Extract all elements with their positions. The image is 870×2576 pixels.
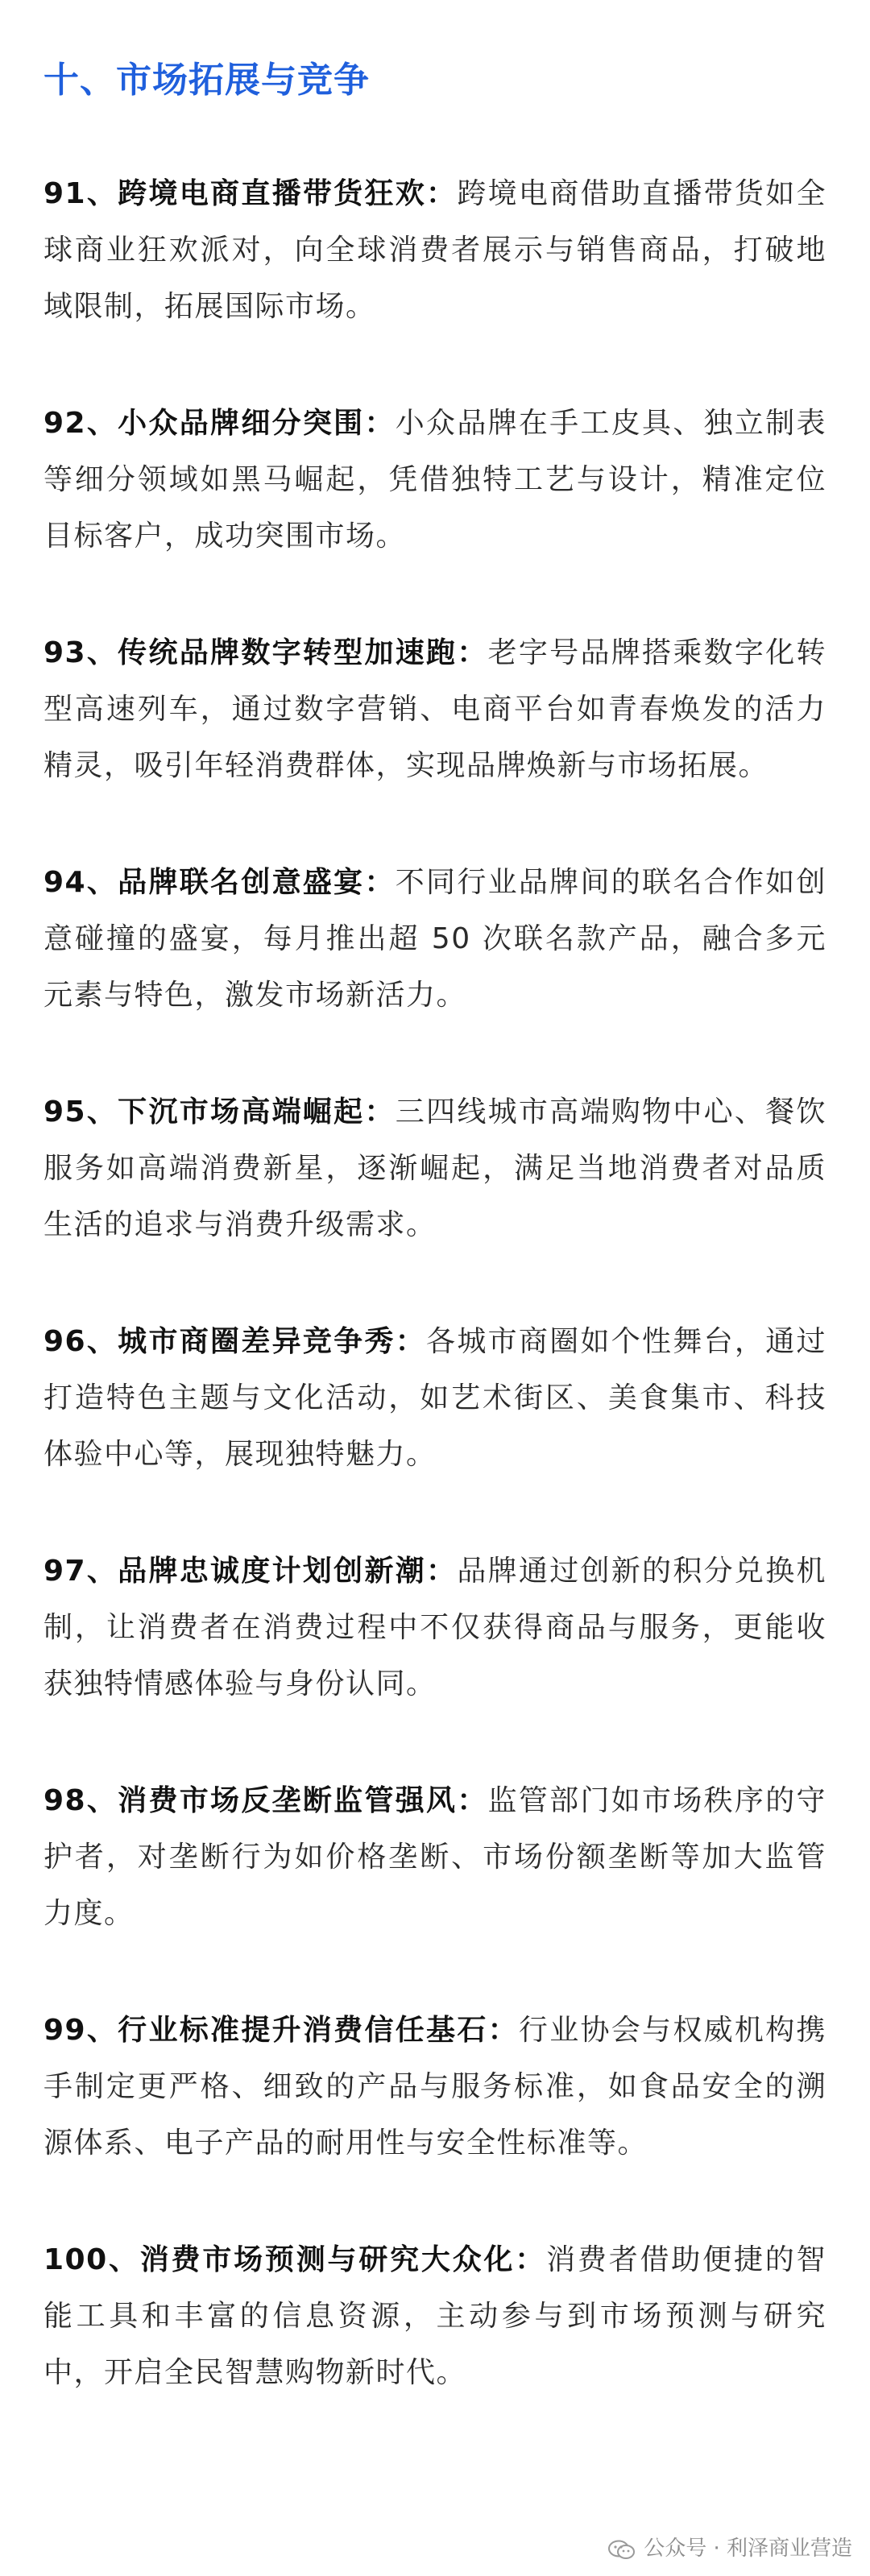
item-title: 92、小众品牌细分突围： [44, 407, 396, 440]
item-title: 100、消费市场预测与研究大众化： [44, 2243, 547, 2276]
item-title: 98、消费市场反垄断监管强风： [44, 1784, 488, 1817]
item-title: 93、传统品牌数字转型加速跑： [44, 636, 488, 669]
item-title: 96、城市商圈差异竞争秀： [44, 1325, 427, 1358]
list-item [44, 2232, 826, 2401]
list-item [44, 625, 826, 794]
list-item [44, 855, 826, 1024]
item-description: 消费者借助便捷的智能工具和丰富的信息资源，主动参与到市场预测与研究中，开启全民智慧购物新时代。 [44, 2243, 826, 2389]
item-title: 97、品牌忠诚度计划创新潮： [44, 1555, 458, 1588]
item-description: 跨境电商借助直播带货如全球商业狂欢派对，向全球消费者展示与销售商品，打破地域限制，拓展国际市场。 [44, 177, 826, 323]
item-description: 三四线城市高端购物中心、餐饮服务如高端消费新星，逐渐崛起，满足当地消费者对品质生活的追求与消费升级需求。 [44, 1095, 826, 1241]
wechat-official-account-icon [608, 2538, 636, 2559]
list-item [44, 166, 826, 335]
item-description: 品牌通过创新的积分兑换机制，让消费者在消费过程中不仅获得商品与服务，更能收获独特情感体验与身份认同。 [44, 1555, 826, 1700]
item-description: 小众品牌在手工皮具、独立制表等细分领域如黑马崛起，凭借独特工艺与设计，精准定位目标客户，成功突围市场。 [44, 407, 826, 553]
list-item [44, 2002, 826, 2172]
list-item [44, 1314, 826, 1483]
item-description: 各城市商圈如个性舞台，通过打造特色主题与文化活动，如艺术街区、美食集市、科技体验中心等，展现独特魅力。 [44, 1325, 826, 1471]
section-title: 十、市场拓展与竞争 [44, 60, 370, 101]
item-list [44, 166, 826, 2462]
list-item [44, 1773, 826, 1942]
item-title: 91、跨境电商直播带货狂欢： [44, 177, 458, 210]
item-description: 监管部门如市场秩序的守护者，对垄断行为如价格垄断、市场份额垄断等加大监管力度。 [44, 1784, 826, 1930]
item-description: 行业协会与权威机构携手制定更严格、细致的产品与服务标准，如食品安全的溯源体系、电子产品的耐用性与安全性标准等。 [44, 2014, 826, 2160]
watermark [608, 2533, 852, 2565]
item-description: 老字号品牌搭乘数字化转型高速列车，通过数字营销、电商平台如青春焕发的活力精灵，吸引年轻消费群体，实现品牌焕新与市场拓展。 [44, 636, 826, 782]
item-title: 99、行业标准提升消费信任基石： [44, 2014, 519, 2047]
item-description: 不同行业品牌间的联名合作如创意碰撞的盛宴，每月推出超 50 次联名款产品，融合多元元素与特色，激发市场新活力。 [44, 866, 826, 1012]
list-item [44, 1084, 826, 1253]
list-item [44, 1543, 826, 1713]
item-title: 94、品牌联名创意盛宴： [44, 866, 396, 899]
item-title: 95、下沉市场高端崛起： [44, 1095, 396, 1129]
list-item [44, 396, 826, 565]
watermark-text: 公众号 · 利泽商业营造 [644, 2537, 852, 2561]
